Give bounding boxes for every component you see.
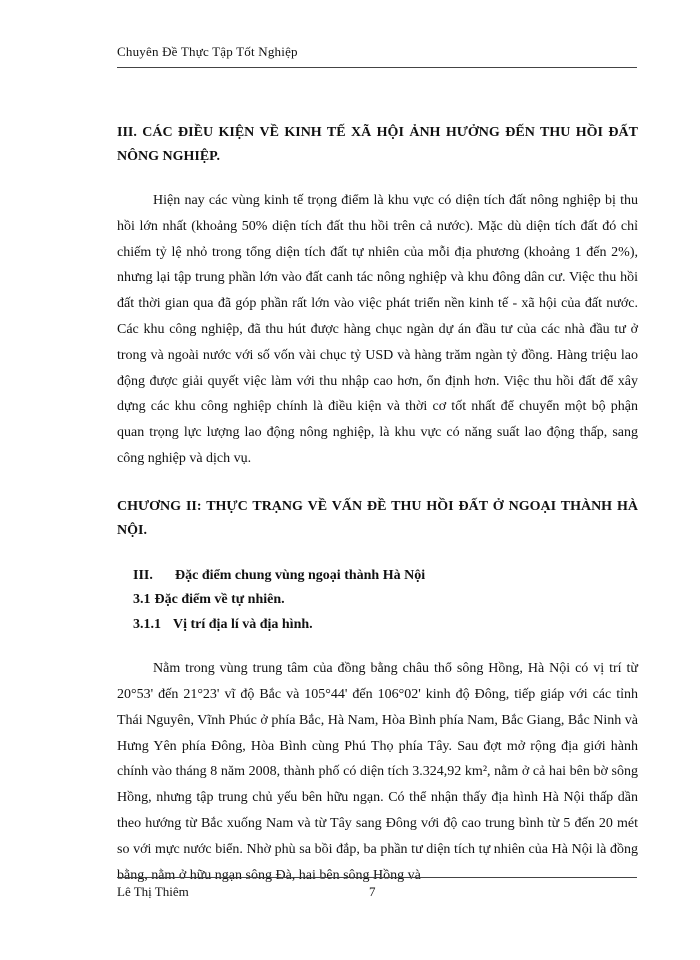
subsection-heading (133, 564, 638, 589)
page-header: Chuyên Đề Thực Tập Tốt Nghiệp (117, 44, 298, 59)
footer-divider (117, 877, 637, 878)
page-number: 7 (369, 884, 376, 899)
subsection-title: Vị trí địa lí và địa hình. (173, 616, 313, 632)
footer-author: Lê Thị Thiêm (117, 884, 189, 899)
section-311-paragraph: Nằm trong vùng trung tâm của đồng bằng châu thổ sông Hồng, Hà Nội có vị trí từ 20°53' đến 21°23' vĩ độ Bắc và 105°44' đến 106°02' kinh độ Đông, tiếp giáp với các tỉnh Thái Nguyên, Vĩnh Phúc ở phía Bắc, Hà Nam, Hòa Bình phía Nam, Bắc Giang, Bắc Ninh và Hưng Yên phía Đông, Hòa Bình cùng Phú Thọ phía Tây. Sau đợt mở rộng địa giới hành chính vào tháng 8 năm 2008, thành phố có diện tích 3.324,92 km², nằm ở cả hai bên bờ sông Hồng, nhưng tập trung chủ yếu bên hữu ngạn. Có thể nhận thấy địa hình Hà Nội thấp dần theo hướng từ Bắc xuống Nam và từ Tây sang Đông với độ cao trung bình từ 5 đến 20 mét so với mực nước biển. Nhờ phù sa bồi đắp, ba phần tư diện tích tự nhiên của Hà Nội là đồng bằng, nằm ở hữu ngạn sông Đà, hai bên sông Hồng và (117, 661, 638, 883)
page-footer (117, 884, 637, 902)
section-iii-heading: III. CÁC ĐIỀU KIỆN VỀ KINH TẾ XÃ HỘI ẢNH HƯỞNG ĐẾN THU HỒI ĐẤT NÔNG NGHIỆP. (117, 125, 638, 164)
subsection-number: 3.1.1 (133, 616, 161, 632)
subsection-title: Đặc điểm về tự nhiên. (154, 592, 285, 608)
subsection-number: 3.1 (133, 592, 151, 608)
subsection-heading (133, 613, 638, 638)
document-body (117, 121, 638, 888)
chapter-ii-heading: CHƯƠNG II: THỰC TRẠNG VỀ VẤN ĐỀ THU HỒI ĐẤT Ở NGOẠI THÀNH HÀ NỘI. (117, 498, 638, 538)
subsection-heading (133, 588, 638, 613)
section-iii-paragraph: Hiện nay các vùng kinh tế trọng điểm là khu vực có diện tích đất nông nghiệp bị thu hồi lớn nhất (khoảng 50% diện tích đất thu hồi trên cả nước). Mặc dù diện tích đất đó chỉ chiếm tỷ lệ nhỏ trong tổng diện tích đất tự nhiên của mỗi địa phương (khoảng 1 đến 2%), nhưng lại tập trung phần lớn vào đất canh tác nông nghiệp và khu đông dân cư. Việc thu hồi đất thời gian qua đã góp phần rất lớn vào việc phát triển nền kinh tế - xã hội của đất nước. Các khu công nghiệp, đã thu hút được hàng chục ngàn dự án đầu tư của các nhà đầu tư ở trong và ngoài nước với số vốn vài chục tỷ USD và hàng trăm ngàn tỷ đồng. Hàng triệu lao động được giải quyết việc làm với thu nhập cao hơn, ổn định hơn. Việc thu hồi đất để xây dựng các khu công nghiệp chính là điều kiện và thời cơ tốt nhất để chuyển một bộ phận quan trọng lực lượng lao động nông nghiệp, là khu vực có năng suất lao động thấp, sang công nghiệp và dịch vụ. (117, 193, 638, 466)
subsection-title: Đặc điểm chung vùng ngoại thành Hà Nội (175, 567, 426, 583)
subsection-number: III. (133, 567, 153, 583)
header-divider (117, 67, 637, 68)
subsection-headings (117, 564, 638, 638)
